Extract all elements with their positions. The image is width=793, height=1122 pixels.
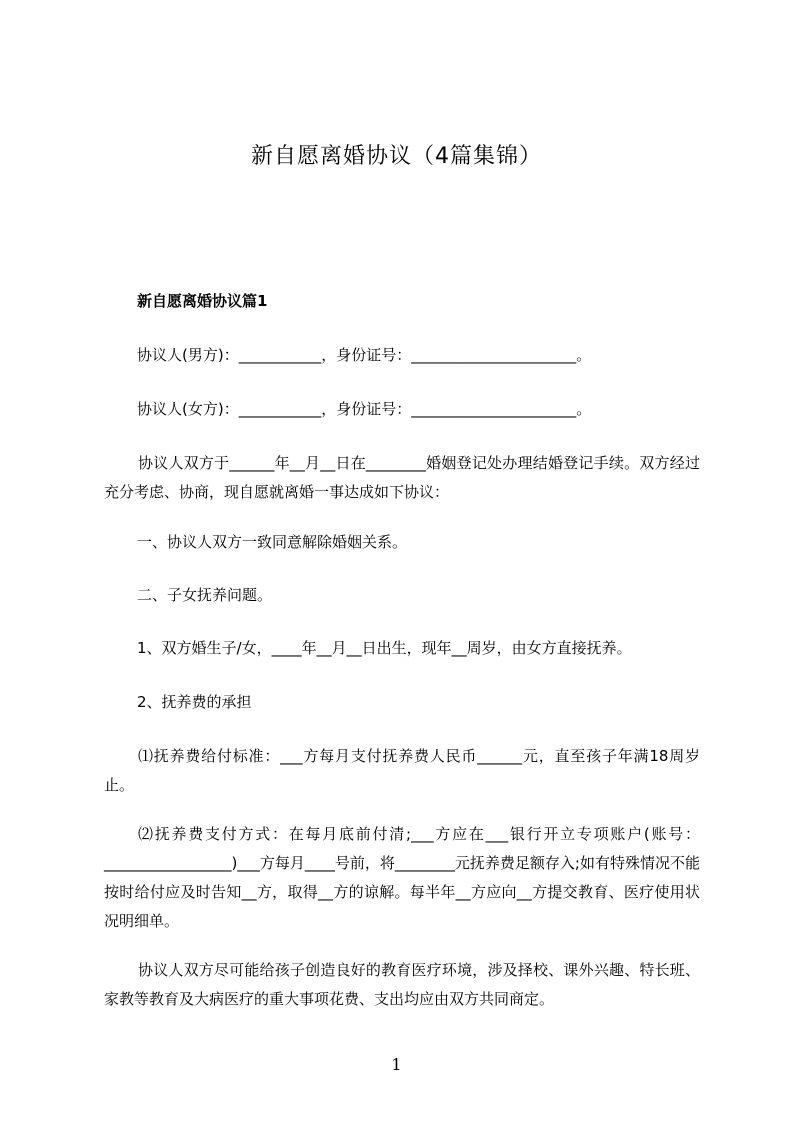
page-number: 1 xyxy=(391,1055,402,1074)
item-2-2-paragraph: ⑵抚养费支付方式：在每月底前付清;___方应在___银行开立专项账户(账号：_________________)___方每月____号前，将________元抚养费足额存入;如有特殊情况不能按时给付应及时告知__方，取得__方的谅解。每半年__方应向__方提交教育、医疗使用状况明细单。 xyxy=(104,825,700,930)
clause-one: 一、协议人双方一致同意解除婚姻关系。 xyxy=(137,533,408,551)
section-heading: 新自愿离婚协议篇1 xyxy=(137,292,268,310)
party-male-line: 协议人(男方)：___________，身份证号：______________________。 xyxy=(137,346,592,364)
clause-two: 二、子女抚养问题。 xyxy=(137,586,273,604)
intro-paragraph: 协议人双方于______年__月__日在________婚姻登记处办理结婚登记手续。双方经过充分考虑、协商，现自愿就离婚一事达成如下协议： xyxy=(104,454,700,501)
education-paragraph: 协议人双方尽可能给孩子创造良好的教育医疗环境，涉及择校、课外兴趣、特长班、家教等教育及大病医疗的重大事项花费、支出均应由双方共同商定。 xyxy=(104,961,700,1008)
party-female-line: 协议人(女方)：___________，身份证号：______________________。 xyxy=(137,400,592,418)
document-title: 新自愿离婚协议（4篇集锦） xyxy=(251,144,542,169)
item-2-1-paragraph: ⑴抚养费给付标准：___方每月支付抚养费人民币______元，直至孩子年满18周岁止。 xyxy=(104,747,700,794)
item-2: 2、抚养费的承担 xyxy=(137,693,252,711)
item-1: 1、双方婚生子/女，____年__月__日出生，现年__周岁，由女方直接抚养。 xyxy=(137,639,632,657)
